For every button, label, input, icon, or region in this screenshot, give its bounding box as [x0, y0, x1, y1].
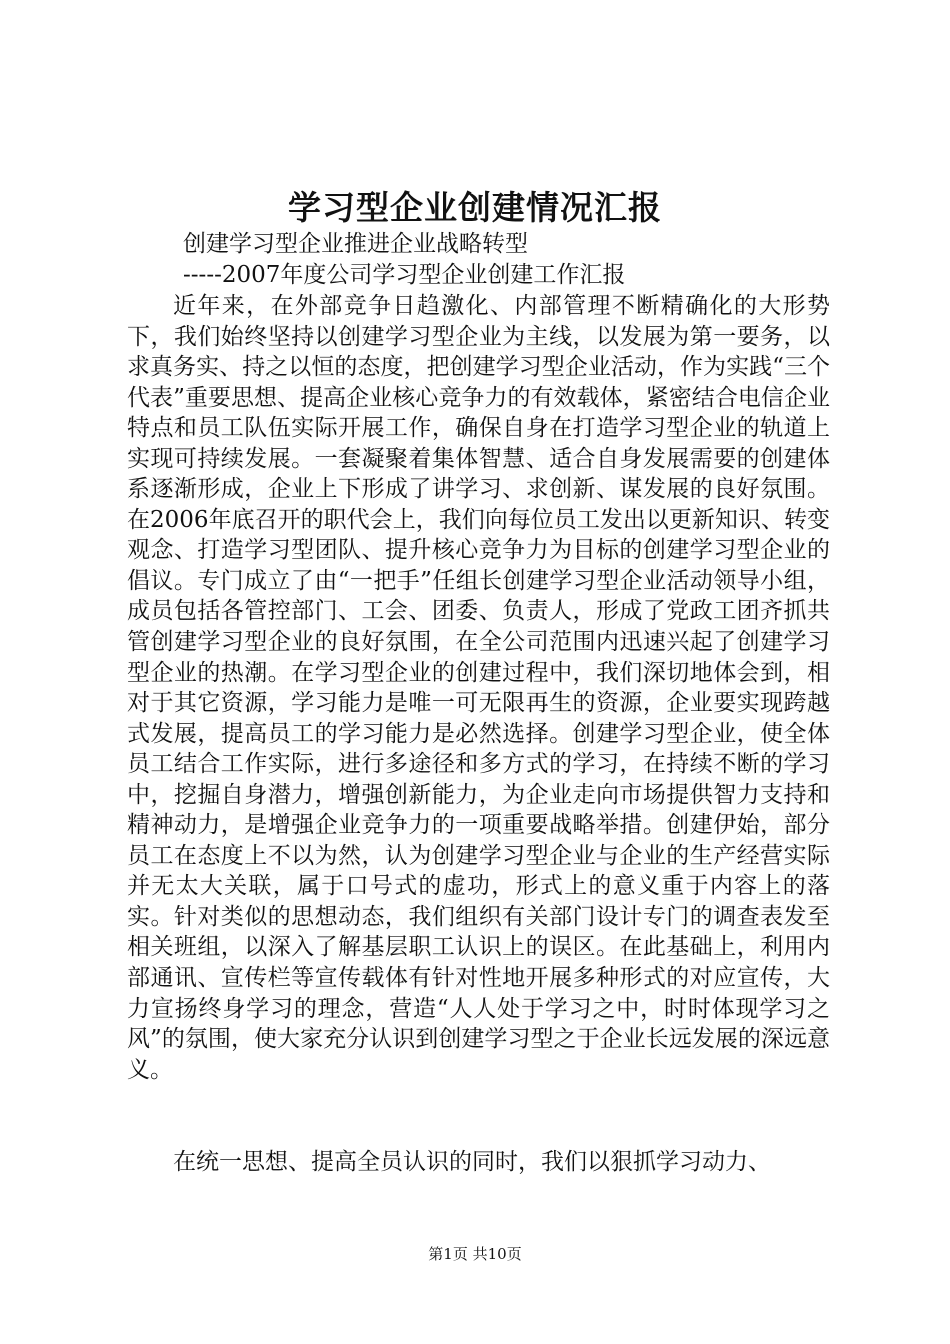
body-paragraph: 在统一思想、提高全员认识的同时，我们以狠抓学习动力、	[173, 1149, 771, 1175]
page-footer: 第1页 共10页	[428, 1245, 522, 1263]
body-paragraph: 近年来，在外部竞争日趋激化、内部管理不断精确化的大形势下，我们始终坚持以创建学习型企业为主线，以发展为第一要务，以求真务实、持之以恒的态度，把创建学习型企业活动，作为实践“三个代表”重要思想、提高企业核心竞争力的有效载体，紧密结合电信企业特点和员工队伍实际开展工作，确保自身在打造学习型企业的轨道上实现可持续发展。一套凝聚着集体智慧、适合自身发展需要的创建体系逐渐形成，企业上下形成了讲学习、求创新、谋发展的良好氛围。在2006年底召开的职代会上，我们向每位员工发出以更新知识、转变观念、打造学习型团队、提升核心竞争力为目标的创建学习型企业的倡议。专门成立了由“一把手”任组长创建学习型企业活动领导小组，成员包括各管控部门、工会、团委、负责人，形成了党政工团齐抓共管创建学习型企业的良好氛围，在全公司范围内迅速兴起了创建学习型企业的热潮。在学习型企业的创建过程中，我们深切地体会到，相对于其它资源，学习能力是唯一可无限再生的资源，企业要实现跨越式发展，提高员工的学习能力是必然选择。创建学习型企业，使全体员工结合工作实际，进行多途径和多方式的学习，在持续不断的学习中，挖掘自身潜力，增强创新能力，为企业走向市场提供智力支持和精神动力，是增强企业竞争力的一项重要战略举措。创建伊始，部分员工在态度上不以为然，认为创建学习型企业与企业的生产经营实际并无太大关联，属于口号式的虚功，形式上的意义重于内容上的落实。针对类似的思想动态，我们组织有关部门设计专门的调查表发至相关班组，以深入了解基层职工认识上的误区。在此基础上，利用内部通讯、宣传栏等宣传载体有针对性地开展多种形式的对应宣传，大力宣扬终身学习的理念，营造“人人处于学习之中，时时体现学习之风”的氛围，使大家充分认识到创建学习型之于企业长远发展的深远意义。	[127, 293, 830, 1083]
document-title: 学习型企业创建情况汇报	[288, 188, 662, 227]
document-report-line: -----2007年度公司学习型企业创建工作汇报	[183, 262, 626, 288]
document-subtitle: 创建学习型企业推进企业战略转型	[183, 231, 528, 257]
